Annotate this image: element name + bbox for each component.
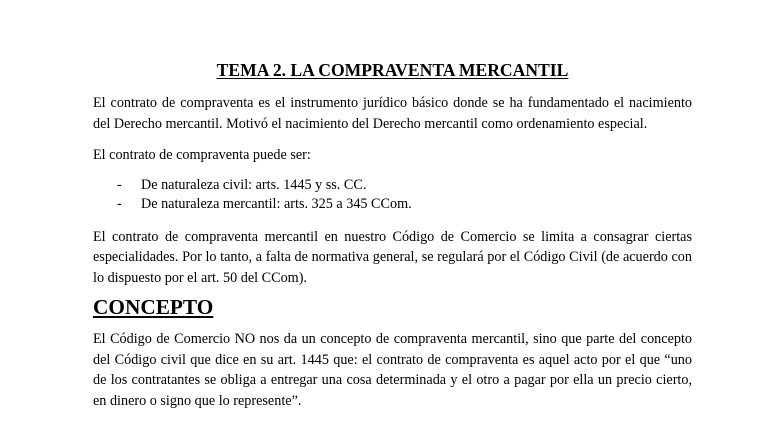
concept-paragraph: El Código de Comercio NO nos da un concepto de compraventa mercantil, sino que parte del concepto del Código civil que dice en su art. 1445 que: el contrato de compraventa es aquel acto por el que “uno de los contratantes se obliga a entregar una cosa determinada y el otro a pagar por ella un precio cierto, en dinero o signo que lo represente”. [93, 331, 692, 409]
intro-paragraph: El contrato de compraventa es el instrumento jurídico básico donde se ha fundamentado el nacimiento del Derecho mercantil. Motivó el nacimiento del Derecho mercantil como ordenamiento especial. [93, 95, 692, 132]
regulation-paragraph: El contrato de compraventa mercantil en nuestro Código de Comercio se limita a consagrar ciertas especialidades. Por lo tanto, a falta de normativa general, se regulará por el Código Civil (de acuerdo con lo dispuesto por el art. 50 del CCom). [93, 228, 692, 286]
section-heading-concepto: CONCEPTO [93, 295, 214, 319]
contract-types-list [93, 176, 692, 215]
list-item-text: De naturaleza civil: arts. 1445 y ss. CC. [141, 176, 367, 193]
list-item [117, 176, 692, 196]
document-title: TEMA 2. LA COMPRAVENTA MERCANTIL [216, 60, 569, 80]
list-item-text: De naturaleza mercantil: arts. 325 a 345 CCom. [141, 196, 412, 212]
types-intro-paragraph: El contrato de compraventa puede ser: [93, 147, 311, 163]
list-item [117, 195, 692, 215]
list-bullet: - [117, 176, 122, 193]
list-bullet: - [117, 196, 122, 212]
